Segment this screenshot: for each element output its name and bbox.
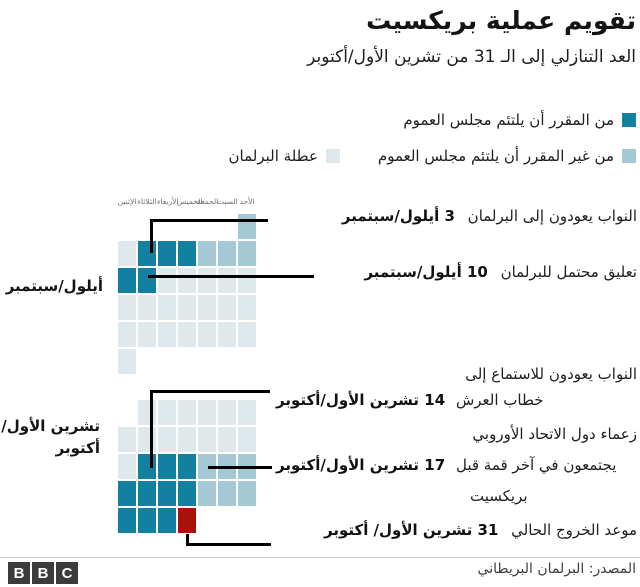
- calendar-day-cell: [178, 454, 196, 479]
- callout-oct14-desc-line1: النواب يعودون للاستماع إلى: [465, 365, 637, 383]
- calendar-day-cell: [198, 295, 216, 320]
- calendar-day-cell: [218, 400, 236, 425]
- calendar-day-cell: [198, 400, 216, 425]
- calendar-day-cell: [138, 241, 156, 266]
- calendar-day-cell: [118, 295, 136, 320]
- calendar-empty-cell: [178, 214, 196, 239]
- callout-sep10-date: 10 أيلول/سبتمبر: [364, 263, 488, 281]
- weekday-labels-row: [117, 197, 257, 206]
- calendar-empty-cell: [158, 214, 176, 239]
- calendar-day-cell: [158, 400, 176, 425]
- calendar-day-cell: [178, 508, 196, 533]
- callout-oct31: [324, 521, 637, 539]
- calendar-day-cell: [198, 241, 216, 266]
- calendar-empty-cell: [118, 214, 136, 239]
- weekday-label: الجمعة: [197, 197, 219, 206]
- calendar-empty-cell: [218, 349, 236, 374]
- legend-label-recess: عطلة البرلمان: [228, 147, 318, 165]
- calendar-day-cell: [118, 241, 136, 266]
- calendar-day-cell: [238, 322, 256, 347]
- callout-oct17-desc-line3: بريكسيت: [470, 487, 528, 505]
- calendar-empty-cell: [198, 214, 216, 239]
- calendar-day-cell: [118, 508, 136, 533]
- calendar-day-cell: [218, 268, 236, 293]
- calendar-day-cell: [138, 427, 156, 452]
- calendar-day-cell: [178, 268, 196, 293]
- calendar-day-cell: [198, 481, 216, 506]
- legend-swatch-scheduled-icon: [622, 113, 636, 127]
- calendar-empty-cell: [178, 349, 196, 374]
- calendar-empty-cell: [138, 349, 156, 374]
- callout-sep10: [364, 263, 637, 281]
- calendar-day-cell: [118, 481, 136, 506]
- calendar-empty-cell: [198, 349, 216, 374]
- calendar-day-cell: [138, 400, 156, 425]
- month-label-october-line2: أكتوبر: [55, 439, 100, 457]
- calendar-day-cell: [218, 427, 236, 452]
- calendar-day-cell: [158, 427, 176, 452]
- callout-oct14: [276, 361, 637, 413]
- calendar-day-cell: [158, 481, 176, 506]
- calendar-day-cell: [158, 268, 176, 293]
- calendar-day-cell: [118, 322, 136, 347]
- weekday-label: السبت: [217, 197, 238, 206]
- calendar-day-cell: [198, 268, 216, 293]
- calendar-empty-cell: [118, 400, 136, 425]
- calendar-day-cell: [118, 427, 136, 452]
- legend-swatch-not-scheduled-icon: [622, 149, 636, 163]
- calendar-day-cell: [198, 427, 216, 452]
- calendar-empty-cell: [138, 214, 156, 239]
- weekday-label: الأحد: [239, 197, 255, 206]
- callout-line-sep10: [148, 275, 314, 278]
- callout-oct17-date: 17 تشرين الأول/أكتوبر: [276, 456, 446, 474]
- calendar-day-cell: [158, 454, 176, 479]
- calendar-day-cell: [238, 295, 256, 320]
- month-label-september: أيلول/سبتمبر: [5, 277, 103, 295]
- callout-oct31-date: 31 تشرين الأول/ أكتوبر: [323, 521, 499, 539]
- callout-oct14-desc-line2: خطاب العرش: [455, 391, 544, 409]
- calendar-day-cell: [238, 214, 256, 239]
- calendar-day-cell: [238, 241, 256, 266]
- bbc-logo-letter: C: [56, 562, 78, 584]
- legend-label-not-scheduled: من غير المقرر أن يلتئم مجلس العموم: [377, 147, 614, 165]
- calendar-day-cell: [178, 400, 196, 425]
- calendar-empty-cell: [218, 214, 236, 239]
- calendar-day-cell: [178, 481, 196, 506]
- bbc-logo-letter: B: [8, 562, 30, 584]
- weekday-label: الأربعاء: [157, 197, 179, 206]
- callout-sep3-desc: النواب يعودون إلى البرلمان: [467, 207, 637, 225]
- calendar-day-cell: [158, 508, 176, 533]
- page-title: تقويم عملية بريكسيت: [366, 6, 636, 35]
- bbc-logo: [8, 562, 78, 584]
- september-calendar-grid: [118, 214, 256, 374]
- calendar-day-cell: [138, 508, 156, 533]
- calendar-day-cell: [138, 268, 156, 293]
- calendar-day-cell: [118, 268, 136, 293]
- calendar-day-cell: [238, 427, 256, 452]
- callout-line-oct14-horizontal: [150, 390, 270, 393]
- calendar-day-cell: [218, 295, 236, 320]
- calendar-empty-cell: [158, 349, 176, 374]
- bbc-logo-letter: B: [32, 562, 54, 584]
- calendar-day-cell: [158, 322, 176, 347]
- calendar-day-cell: [218, 481, 236, 506]
- page-subtitle: العد التنازلي إلى الـ 31 من تشرين الأول/أكتوبر: [307, 47, 636, 67]
- calendar-day-cell: [138, 481, 156, 506]
- calendar-day-cell: [178, 241, 196, 266]
- calendar-day-cell: [138, 322, 156, 347]
- calendar-day-cell: [138, 295, 156, 320]
- calendar-day-cell: [138, 454, 156, 479]
- callout-oct17: [276, 419, 637, 512]
- callout-line-oct17: [208, 466, 272, 469]
- callout-sep10-desc: تعليق محتمل للبرلمان: [500, 263, 637, 281]
- footer-divider: [0, 557, 640, 558]
- month-label-october-line1: تشرين الأول/: [1, 417, 100, 435]
- callout-oct17-line2: [276, 450, 637, 481]
- calendar-day-cell: [178, 427, 196, 452]
- calendar-empty-cell: [218, 508, 236, 533]
- calendar-empty-cell: [238, 508, 256, 533]
- legend-row-1: [403, 111, 636, 129]
- calendar-day-cell: [158, 241, 176, 266]
- calendar-day-cell: [238, 400, 256, 425]
- callout-line-oct31-horizontal: [186, 543, 271, 546]
- calendar-day-cell: [178, 295, 196, 320]
- callout-oct14-date: 14 تشرين الأول/أكتوبر: [276, 391, 446, 409]
- calendar-day-cell: [158, 295, 176, 320]
- calendar-day-cell: [218, 322, 236, 347]
- calendar-day-cell: [198, 322, 216, 347]
- calendar-day-cell: [118, 454, 136, 479]
- calendar-day-cell: [218, 241, 236, 266]
- calendar-empty-cell: [238, 349, 256, 374]
- weekday-label: الثلاثاء: [137, 197, 157, 206]
- callout-sep3: [342, 207, 637, 225]
- month-label-october: [1, 415, 100, 459]
- callout-oct17-desc-line1: زعماء دول الاتحاد الأوروبي: [472, 425, 637, 443]
- calendar-day-cell: [178, 322, 196, 347]
- legend-label-scheduled: من المقرر أن يلتئم مجلس العموم: [403, 111, 614, 129]
- weekday-label: الإثنين: [117, 197, 137, 206]
- callout-oct31-desc: موعد الخروج الحالي: [511, 521, 637, 539]
- weekday-label: الخميس: [177, 197, 203, 206]
- calendar-day-cell: [238, 481, 256, 506]
- callout-line-oct14-vertical: [150, 390, 153, 468]
- callout-line-sep3-horizontal: [150, 219, 268, 222]
- source-caption: المصدر: البرلمان البريطاني: [477, 561, 636, 577]
- calendar-day-cell: [238, 268, 256, 293]
- callout-line-sep3-vertical: [150, 219, 153, 253]
- legend-row-2: [229, 147, 636, 165]
- calendar-empty-cell: [198, 508, 216, 533]
- calendar-day-cell: [118, 349, 136, 374]
- legend-swatch-recess-icon: [326, 149, 340, 163]
- callout-sep3-date: 3 أيلول/سبتمبر: [341, 207, 455, 225]
- callout-oct17-desc-line2: يجتمعون في آخر قمة قبل: [455, 456, 617, 474]
- callout-oct14-line2: [276, 387, 637, 413]
